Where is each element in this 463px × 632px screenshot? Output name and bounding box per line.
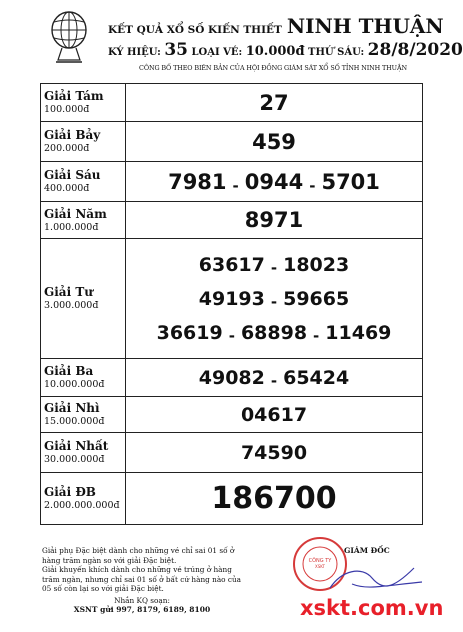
prize-row [41, 162, 423, 202]
loai-ve-label: LOẠI VÉ: [191, 47, 243, 58]
winning-number: 49193 [198, 287, 265, 310]
prize-row [41, 84, 423, 122]
prize-row [41, 202, 423, 239]
signature-icon [322, 560, 432, 600]
winning-number: 04617 [240, 403, 308, 426]
day-label: THỨ SÁU: [308, 47, 365, 58]
ky-hieu-value: 35 [164, 40, 189, 60]
footer-notes [42, 546, 242, 615]
draw-date: 28/8/2020 [367, 40, 463, 60]
header-title [108, 14, 444, 38]
winning-number: 59665 [283, 287, 350, 310]
winning-number: 18023 [283, 253, 350, 276]
prize-numbers: 49082 - 65424 [126, 359, 423, 397]
winning-number: 63617 [198, 253, 265, 276]
winning-number: 11469 [325, 321, 392, 344]
winning-number: 74590 [240, 441, 308, 464]
prize-label: Giải Năm 1.000.000đ [41, 202, 126, 239]
winning-number: 65424 [283, 366, 350, 389]
globe-logo-icon [48, 8, 90, 66]
prize-row [41, 397, 423, 433]
prize-numbers [126, 397, 423, 433]
sms-label: Nhắn KQ soạn: [114, 595, 170, 605]
prize-label: Giải Bảy 200.000đ [41, 122, 126, 162]
sms-text: XSNT gửi 997, 8179, 6189, 8100 [73, 605, 211, 614]
winning-number: 5701 [321, 169, 380, 194]
note-special: Giải phụ Đặc biệt dành cho những vé chỉ sai 01 số ở hàng trăm ngàn so với giải Đặc biệt. [42, 546, 235, 565]
winning-number: 7981 [168, 169, 227, 194]
prize-row [41, 473, 423, 525]
prize-label: Giải Ba 10.000.000đ [41, 359, 126, 397]
winning-number: 459 [252, 129, 296, 154]
svg-text:CÔNG TY: CÔNG TY [308, 558, 332, 564]
prize-numbers [126, 473, 423, 525]
header-subtitle: CÔNG BỐ THEO BIÊN BẢN CỦA HỘI ĐỒNG GIÁM SÁT XỔ SỐ TỈNH NINH THUẬN [139, 64, 407, 72]
prize-numbers [126, 84, 423, 122]
header-info [108, 40, 463, 60]
prize-numbers [126, 433, 423, 473]
winning-number: 27 [259, 90, 289, 115]
note-consolation: Giải khuyến khích dành cho những vé trúng ở hàng trăm ngàn, nhưng chỉ sai 01 số ở bất cứ hàng nào của 05 số còn lại so với giải Đặc biệt. [42, 565, 242, 593]
winning-number: 49082 [198, 366, 265, 389]
prize-row [41, 122, 423, 162]
prize-label: Giải Sáu 400.000đ [41, 162, 126, 202]
winning-number: 8971 [244, 208, 304, 232]
prize-row [41, 433, 423, 473]
loai-ve-value: 10.000đ [245, 44, 305, 59]
prize-numbers [126, 122, 423, 162]
prize-row [41, 239, 423, 359]
prize-label: Giải Nhất 30.000.000đ [41, 433, 126, 473]
winning-number: 0944 [244, 169, 304, 194]
winning-number: 68898 [240, 321, 308, 344]
prize-row [41, 359, 423, 397]
ky-hieu-label: KÝ HIỆU: [108, 47, 161, 58]
prize-numbers [126, 202, 423, 239]
prize-label: Giải Tám 100.000đ [41, 84, 126, 122]
title-prefix: KẾT QUẢ XỔ SỐ KIẾN THIẾT [108, 24, 282, 36]
prize-label: Giải Nhì 15.000.000đ [41, 397, 126, 433]
results-table [40, 83, 423, 525]
prize-numbers: 63617 - 18023 49193 - 59665 36619 - 68898 - 11469 [126, 239, 423, 359]
svg-text:XSKT: XSKT [314, 564, 326, 569]
special-prize-number: 186700 [211, 481, 337, 516]
province-name: NINH THUẬN [286, 14, 444, 38]
prize-label: Giải ĐB 2.000.000.000đ [41, 473, 126, 525]
prize-numbers: 7981 - 0944 - 5701 [126, 162, 423, 202]
winning-number: 36619 [156, 321, 223, 344]
director-title: GIÁM ĐỐC [344, 546, 390, 555]
prize-label: Giải Tư 3.000.000đ [41, 239, 126, 359]
brand-watermark: xskt.com.vn [300, 596, 444, 620]
